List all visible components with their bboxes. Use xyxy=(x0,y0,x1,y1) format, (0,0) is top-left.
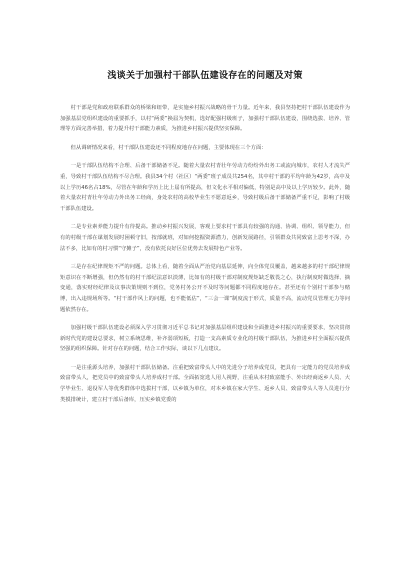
paragraph-problem-2: 二是专业素养能力提升有待提高。推动乡村振兴发展，客观上要求村干部具有较强的沟通、协调、组织、领导能力，但有的村级干部在谋划发展时困顿守旧，按部就班，对如何挖掘资源潜力，创新发展路径，引领群众共同致富上思考不深，办法不多，比如有的村习惯“守摊子”，没有依托良好区位优势去发展特色产业等。 xyxy=(60,224,350,252)
paragraph-suggestion-1: 一是注重源头培养，加强村干部队伍储备。注重把致富带头人中的先进分子培养成党员，把具有一定能力的党员培养成致富带头人，把党员中的致富带头人培养成村干部。全面拓宽选人用人视野，注重从本村致富能手、外出经商返乡人员、大学毕业生、退役军人等优秀群体中选拔村干部，以乡镇为单位，对本乡镇在家大学生、返乡人员、致富带头人等人员进行分类摸排统计，建立村干部后备库，压实乡镇党委的 xyxy=(60,364,350,403)
paragraph-intro: 村干部是党和政府联系群众的桥梁和纽带，是实施乡村振兴战略的骨干力量。近年来，我县坚持把村干部队伍建设作为加强基层党组织建设的重要抓手，以村“两委”换届为契机，选好配强村级班子，加强村干部队伍建设，围绕选拔、培养、管理等方面完善举措，着力提升村干部能力素质，为推进乡村振兴提供坚实保障。 xyxy=(60,105,350,133)
paragraph-problem-1: 一是干部队伍结构不合理、后备干部储备不足。随着大量农村青壮年劳动力纷纷外出务工或流向城市，农村人才流失严重，导致村干部队伍结构不尽合理。我县34个村（社区）“两委”班子成员共254名，其中村干部的平均年龄为42岁，高中及以上学历46名占18%，尽管在年龄和学历上比上届有所提高，但文化水平相对偏低，特别是高中及以上学历较少。此外，随着大量农村青壮年劳动力外出务工经商，身处农村的高校毕业生不愿意返乡，导致村级后备干部储备严重不足，影响了村级干部队伍建设。 xyxy=(60,163,350,212)
paragraph-suggestions-lead: 加强村级干部队伍建设必须深入学习贯彻习近平总书记对加强基层组织建设和全面推进乡村振兴的重要要求，坚决贯彻新时代党的建设总要求，树立系统思维，补齐弱项短板，打造一支高素质专业化的村级干部队伍，为推进乡村全面振兴提供坚强的组织保障。针对存在的问题，结合工作实际，谈以下几点建议。 xyxy=(60,325,350,353)
paragraph-problem-3: 三是存在纪律规矩不严的问题。总体上看，随着全面从严治党向基层延伸，向全体党员覆盖，越来越多的村干部纪律规矩意识在不断增强，但仍然有的村干部纪法意识淡薄，比如有的村级干部对制度规矩缺乏敬畏之心，执行制度时做选择、摘变通，落实财经纪律及议事决策规则不到位，党务村务公开不及时等问题都不同程度地存在。甚至还有个别村干部参与赌博，出入违规场所等。“村干部作风上的问题，也不能低估”，“三会一课”制度流于形式，质量不高，流动党员管理无力等问题依然存在。 xyxy=(60,264,350,313)
document-title: 浅谈关于加强村干部队伍建设存在的问题及对策 xyxy=(107,71,303,81)
paragraph-problems-lead: 但从调研情况来看，村干部队伍建设还不同程度地存在问题，主要体现在三个方面： xyxy=(70,144,267,151)
